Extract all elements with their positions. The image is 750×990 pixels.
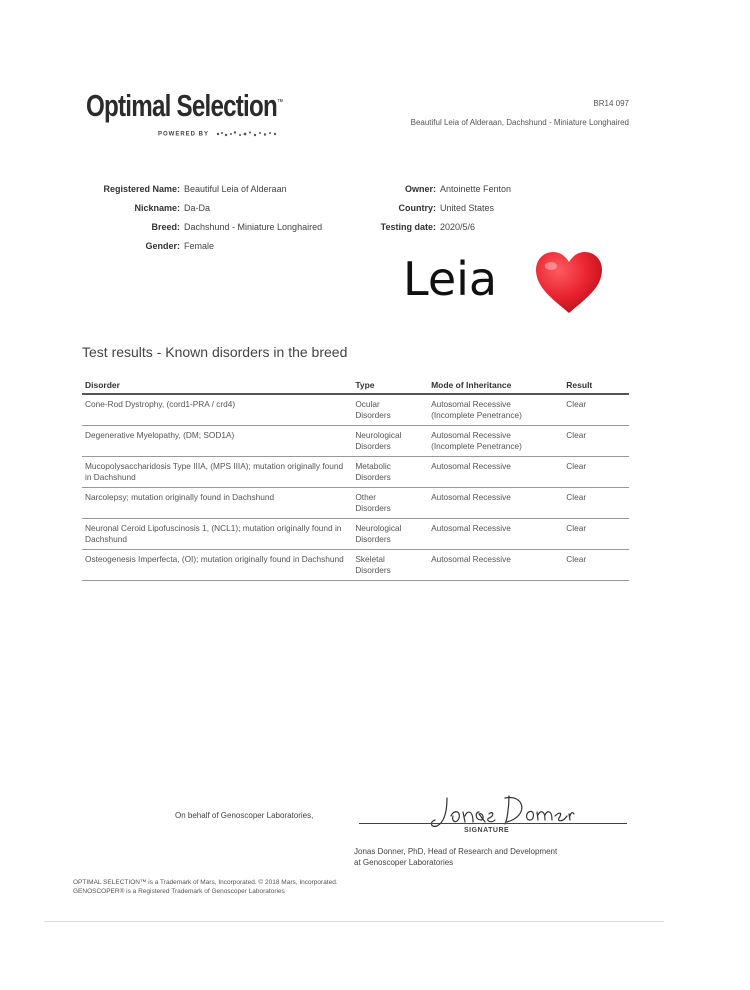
type-cell: Neurological Disorders: [352, 519, 428, 550]
report-subject: Beautiful Leia of Alderaan, Dachshund - Miniature Longhaired: [410, 118, 629, 127]
registered-name: Beautiful Leia of Alderaan: [184, 184, 287, 194]
type-cell: Ocular Disorders: [352, 394, 428, 426]
country-row: Country: United States: [398, 203, 495, 213]
country: United States: [440, 203, 495, 213]
table-row: [82, 550, 629, 581]
disorder-cell: Osteogenesis Imperfecta, (OI); mutation originally found in Dachshund: [82, 550, 352, 581]
trademark-notice: OPTIMAL SELECTION™ is a Trademark of Mars, Incorporated. © 2018 Mars, Incorporated. GENOSCOPER® is a Registered Trademark of Genoscoper Laboratories: [73, 879, 338, 895]
owner-row: Owner: Antoinette Fenton: [404, 184, 512, 194]
nickname-row: Nickname: Da-Da: [134, 203, 211, 213]
table-row: [82, 488, 629, 519]
disorder-cell: Degenerative Myelopathy, (DM; SOD1A): [82, 426, 352, 457]
result-cell: Clear: [563, 519, 629, 550]
heart-icon: [534, 250, 604, 316]
on-behalf-text: On behalf of Genoscoper Laboratories,: [175, 811, 314, 820]
table-row: [82, 457, 629, 488]
nickname: Da-Da: [184, 203, 211, 213]
result-cell: Clear: [563, 426, 629, 457]
mode-cell: Autosomal Recessive: [428, 519, 563, 550]
testing-date-row: Testing date: 2020/5/6: [380, 222, 476, 232]
header-mode: Mode of Inheritance: [428, 376, 563, 394]
breed-row: Breed: Dachshund - Miniature Longhaired: [151, 222, 323, 232]
mode-cell: Autosomal Recessive (Incomplete Penetrance): [428, 426, 563, 457]
report-code: BR14 097: [593, 99, 629, 108]
disorder-cell: Neuronal Ceroid Lipofuscinosis 1, (NCL1); mutation originally found in Dachshund: [82, 519, 352, 550]
type-cell: Metabolic Disorders: [352, 457, 428, 488]
registered-name-row: Registered Name: Beautiful Leia of Alderaan: [103, 184, 287, 194]
result-cell: Clear: [563, 550, 629, 581]
signature-label: SIGNATURE: [464, 827, 510, 834]
result-cell: Clear: [563, 457, 629, 488]
page-bottom-divider: [44, 921, 664, 922]
results-header-row: [82, 376, 629, 394]
type-cell: Skeletal Disorders: [352, 550, 428, 581]
genoscoper-logo-icon: [215, 130, 285, 138]
table-row: [82, 519, 629, 550]
type-cell: Neurological Disorders: [352, 426, 428, 457]
signature-line: [359, 823, 627, 824]
dog-info-left: [86, 184, 322, 260]
disorder-cell: Narcolepsy; mutation originally found in Dachshund: [82, 488, 352, 519]
disorder-cell: Cone-Rod Dystrophy, (cord1-PRA / crd4): [82, 394, 352, 426]
mode-cell: Autosomal Recessive: [428, 550, 563, 581]
signer-details: Jonas Donner, PhD, Head of Research and Development at Genoscoper Laboratories: [354, 847, 558, 867]
results-title: Test results - Known disorders in the breed: [82, 344, 348, 360]
header-type: Type: [352, 376, 428, 394]
mode-cell: Autosomal Recessive: [428, 488, 563, 519]
header-result: Result: [563, 376, 629, 394]
heart-shape: [536, 252, 602, 313]
leia-annotation: Leia: [403, 252, 498, 306]
powered-by: POWERED BY: [158, 130, 285, 138]
dog-info-right: [368, 184, 511, 241]
results-table: [82, 376, 629, 581]
breed: Dachshund - Miniature Longhaired: [184, 222, 323, 232]
table-row: [82, 426, 629, 457]
testing-date: 2020/5/6: [440, 222, 476, 232]
owner: Antoinette Fenton: [440, 184, 512, 194]
gender-row: Gender: Female: [145, 241, 215, 251]
header-disorder: Disorder: [82, 376, 352, 394]
type-cell: Other Disorders: [352, 488, 428, 519]
brand-title: Optimal Selection™: [86, 88, 284, 123]
result-cell: Clear: [563, 394, 629, 426]
mode-cell: Autosomal Recessive: [428, 457, 563, 488]
brand-logo: [86, 88, 296, 138]
disorder-cell: Mucopolysaccharidosis Type IIIA, (MPS IIIA); mutation originally found in Dachshund: [82, 457, 352, 488]
mode-cell: Autosomal Recessive (Incomplete Penetrance): [428, 394, 563, 426]
result-cell: Clear: [563, 488, 629, 519]
table-row: [82, 394, 629, 426]
gender: Female: [184, 241, 215, 251]
